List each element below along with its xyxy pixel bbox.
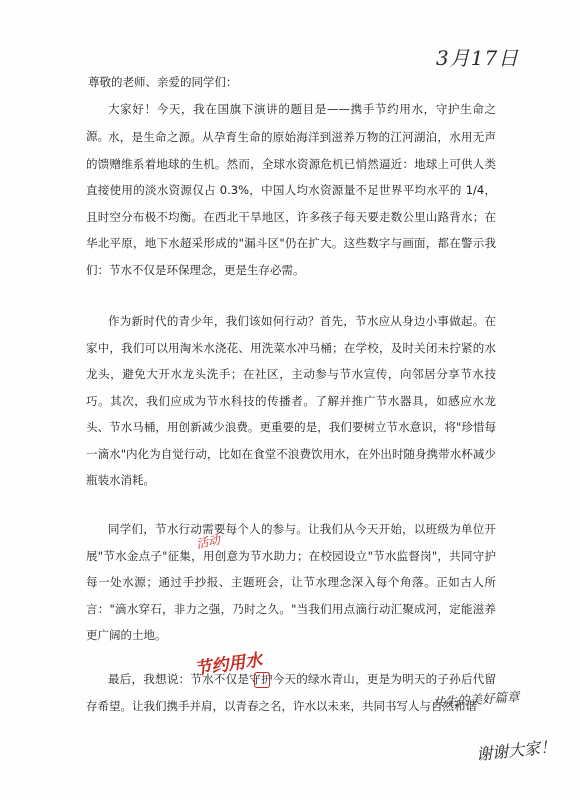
paragraph-3: 作为新时代的青少年，我们该如何行动？首先，节水应从身边小事做起。在家中，我们可以用淘米水浇花、用洗菜水冲马桶；在学校，及时关闭未拧紧的水龙头，避免大开水龙头洗手；在社区，主动参与节水宣传，向邻居分享节水技巧。其次，我们应成为节水科技的传播者。了解并推广节水器具，如感应水龙头、节水马桶，用创新减少浪费。更重要的是，我们要树立节水意识，将"珍惜每一滴水"内化为自觉行动，比如在食堂不浪费饮用水，在外出时随身携带水杯减少瓶装水消耗。 xyxy=(86,314,496,487)
red-correction-2: 节约用水 xyxy=(193,650,264,680)
red-correction-1: 活动 xyxy=(194,532,222,552)
red-circle-mark xyxy=(254,672,270,688)
paragraph-1: 大家好！今天，我在国旗下演讲的题目是——携手节约用水，守护生命之源。 xyxy=(86,102,496,143)
handwritten-ending: 共生的美好篇章 xyxy=(431,688,520,711)
handwritten-thanks: 谢谢大家！ xyxy=(475,736,557,765)
paragraph-5: 最后，我想说：节水不仅是守护今天的绿水青山，更是为明天的子孙后代留存希望。让我们携手并肩，以青春之名，许水以未来，共同书写人与自然和谐 xyxy=(86,672,496,713)
handwritten-date: 3月17日 xyxy=(436,46,520,70)
paragraph-4: 同学们，节水行动需要每个人的参与。让我们从今天开始，以班级为单位开展"节水金点子"征集，用创意为节水助力；在校园设立"节水监督岗"，共同守护每一处水源；通过手抄报、主题班会，让节水理念深入每个角落。正如古人所言："滴水穿石，非力之强，乃时之久。"当我们用点滴行动汇聚成河，定能滋养更广阔的土地。 xyxy=(86,522,496,642)
greeting: 尊敬的老师、亲爱的同学们： xyxy=(88,75,238,89)
paragraph-2: 水，是生命之源。从孕育生命的原始海洋到滋养万物的江河湖泊，水用无声的馈赠维系着地球的生机。然而，全球水资源危机已悄然逼近：地球上可供人类直接使用的淡水资源仅占 0.3%，中国人均水资源量不足世界平均水平的 1/4，且时空分布极不均衡。在西北干旱地区，许多孩子每天要走数公里山路背水；在华北平原，地下水超采形成的"漏斗区"仍在扩大。这些数字与画面，都在警示我们：节水不仅是环保理念，更是生存必需。 xyxy=(86,130,496,277)
